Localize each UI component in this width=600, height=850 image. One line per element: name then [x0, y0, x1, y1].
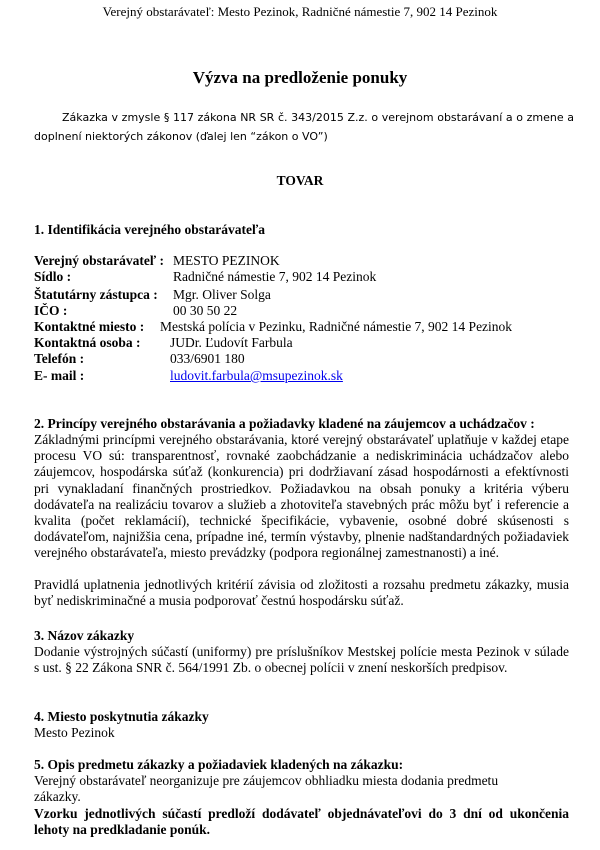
section5-heading: 5. Opis predmetu zákazky a požiadaviek kladených na zákazku:: [34, 757, 404, 772]
statutory-value: Mgr. Oliver Solga: [173, 287, 271, 302]
phone-value: 033/6901 180: [170, 351, 245, 366]
page-header: Verejný obstarávateľ: Mesto Pezinok, Radničné námestie 7, 902 14 Pezinok: [102, 4, 498, 19]
page-title: Výzva na predloženie ponuky: [192, 68, 408, 87]
subject-type: TOVAR: [276, 173, 324, 188]
statutory-label: Štatutárny zástupca :: [34, 287, 158, 302]
section3-text: Dodanie výstrojných súčastí (uniformy) pre príslušníkov Mestskej polície mesta Pezinok v súlade s ust. § 22 Zákona SNR č. 564/1991 Zb. o obecnej polícii v znení neskorších predpisov.: [34, 644, 569, 676]
section4-text: Mesto Pezinok: [34, 725, 115, 740]
contact-place-value: Mestská polícia v Pezinku, Radničné námestie 7, 902 14 Pezinok: [160, 319, 513, 334]
contracting-authority-value: MESTO PEZINOK: [173, 253, 280, 268]
contact-place-label: Kontaktné miesto :: [34, 319, 145, 334]
section4-heading: 4. Miesto poskytnutia zákazky: [34, 709, 209, 724]
contact-person-label: Kontaktná osoba :: [34, 335, 141, 350]
section2-heading: 2. Princípy verejného obstarávania a požiadavky kladené na záujemcov a uchádzačov :: [34, 416, 535, 431]
contracting-authority-label: Verejný obstarávateľ :: [34, 253, 165, 268]
contact-person-value: JUDr. Ľudovít Farbula: [170, 335, 293, 350]
section3-heading: 3. Názov zákazky: [34, 628, 135, 643]
seat-value: Radničné námestie 7, 902 14 Pezinok: [173, 269, 377, 284]
section5-bold-text: Vzorku jednotlivých súčastí predloží dodávateľ objednávateľovi do 3 dní od ukončenia lehoty na predkladanie ponúk.: [34, 806, 569, 838]
intro-paragraph: Zákazka v zmysle § 117 zákona NR SR č. 343/2015 Z.z. o verejnom obstarávaní a o zmene a doplnení niektorých zákonov (ďalej len “zákon o VO”): [34, 111, 574, 143]
seat-label: Sídlo :: [34, 269, 72, 284]
email-link[interactable]: ludovit.farbula@msupezinok.sk: [170, 368, 343, 383]
ico-label: IČO :: [34, 303, 68, 318]
section2-paragraph-1: Základnými princípmi verejného obstarávania, ktoré verejný obstarávateľ uplatňuje v každej etape procesu VO sú: transparentnosť, rovnaké zaobchádzanie a nediskriminácia uchádzačov alebo záujemcov, hospodárska súťaž (konkurencia) pri dodržiavaní zásad hospodárnosti a efektívnosti pri vynakladaní finančných prostriedkov. Požiadavkou na obsah ponuky a kritéria výberu dodávateľa na realizáciu tovarov a služieb a zhotoviteľa stavebných prác môžu byť i referencie a kvalita (počet reklamácií), technické špecifikácie, vybavenie, osobné dobré skúsenosti s dodávateľom, najnižšia cena, prípadne iné, termín výstavby, plnenie nadštandardných požiadaviek verejného obstarávateľa, miesto prevádzky (podpora regionálnej zamestnanosti) a iné.: [34, 432, 569, 561]
phone-label: Telefón :: [34, 351, 85, 366]
section5-text: Verejný obstarávateľ neorganizuje pre záujemcov obhliadku miesta dodania predmetu zákazky.: [34, 773, 499, 805]
section1-heading: 1. Identifikácia verejného obstarávateľa: [34, 222, 266, 237]
section2-paragraph-2: Pravidlá uplatnenia jednotlivých kritérií závisia od zložitosti a rozsahu predmetu zákazky, musia byť nediskriminačné a musia podporovať čestnú hospodársku súťaž.: [34, 577, 569, 609]
ico-value: 00 30 50 22: [173, 303, 238, 318]
email-label: E- mail :: [34, 368, 85, 383]
